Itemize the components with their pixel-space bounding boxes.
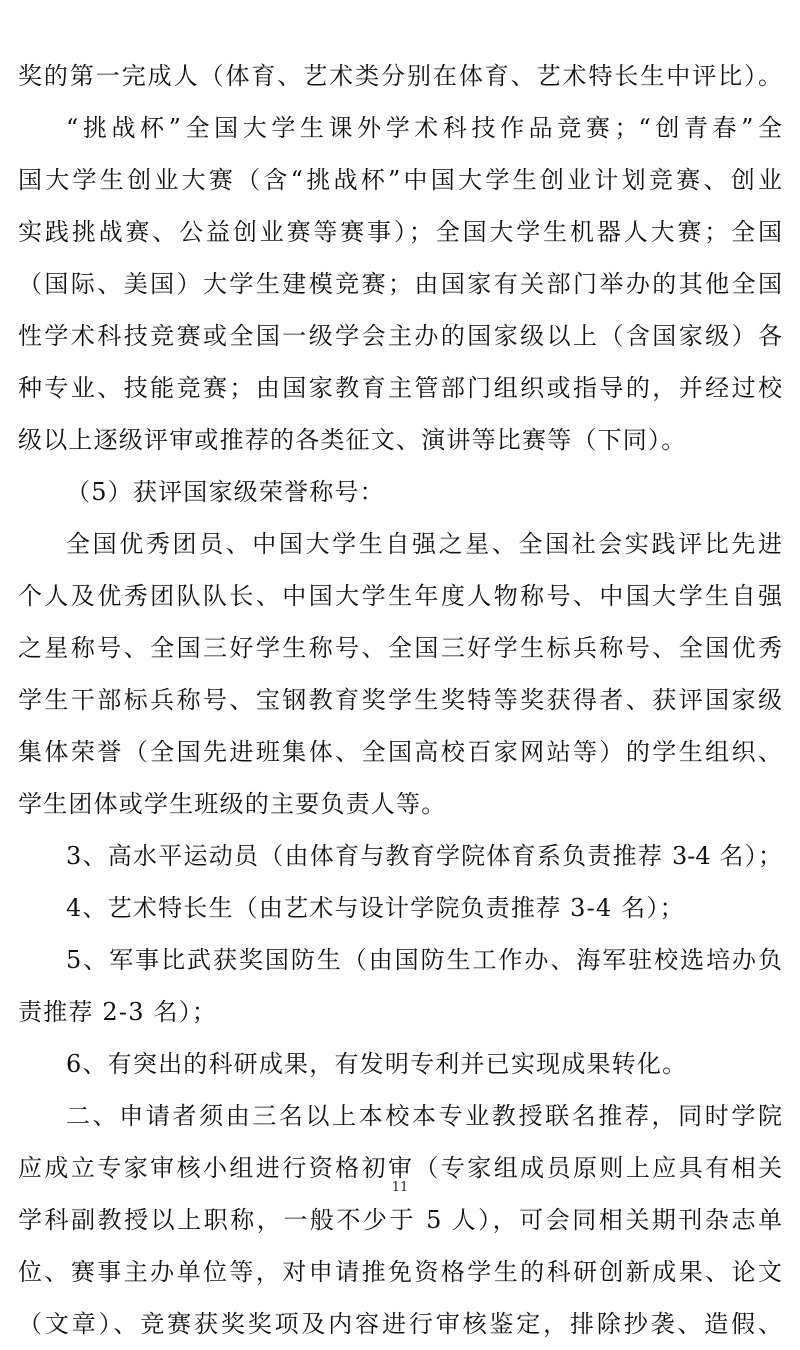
text-line: 之星称号、全国三好学生称号、全国三好学生标兵称号、全国优秀 bbox=[18, 634, 782, 662]
text-line: （文章）、竞赛获奖奖项及内容进行审核鉴定，排除抄袭、造假、 bbox=[18, 1310, 782, 1338]
text-line: 学生团体或学生班级的主要负责人等。 bbox=[18, 790, 447, 818]
text-line: 学生干部标兵称号、宝钢教育奖学生奖特等奖获得者、获评国家级 bbox=[18, 686, 782, 714]
text-line: 学科副教授以上职称，一般不少于 5 人），可会同相关期刊杂志单 bbox=[18, 1206, 782, 1234]
text-line: 应成立专家审核小组进行资格初审（专家组成员原则上应具有相关 bbox=[18, 1154, 782, 1182]
text-line: 3、高水平运动员（由体育与教育学院体育系负责推荐 3-4 名）； bbox=[66, 842, 782, 870]
text-line: 5、军事比武获奖国防生（由国防生工作办、海军驻校选培办负 bbox=[66, 946, 782, 974]
text-line: 集体荣誉（全国先进班集体、全国高校百家网站等）的学生组织、 bbox=[18, 738, 782, 766]
page-number: 11 bbox=[391, 1180, 409, 1195]
text-line: 国大学生创业大赛（含“挑战杯”中国大学生创业计划竞赛、创业 bbox=[18, 166, 782, 194]
text-line: （国际、美国）大学生建模竞赛；由国家有关部门举办的其他全国 bbox=[18, 270, 782, 298]
text-line: 全国优秀团员、中国大学生自强之星、全国社会实践评比先进 bbox=[66, 530, 782, 558]
text-line: 二、申请者须由三名以上本校本专业教授联名推荐，同时学院 bbox=[66, 1102, 782, 1130]
text-line: 责推荐 2-3 名）； bbox=[18, 998, 218, 1026]
text-line: 奖的第一完成人（体育、艺术类分别在体育、艺术特长生中评比）。 bbox=[18, 62, 782, 90]
text-line: “挑战杯”全国大学生课外学术科技作品竞赛；“创青春”全 bbox=[66, 114, 782, 142]
text-line: 6、有突出的科研成果，有发明专利并已实现成果转化。 bbox=[66, 1050, 688, 1078]
text-line: 个人及优秀团队队长、中国大学生年度人物称号、中国大学生自强 bbox=[18, 582, 782, 610]
text-line: 种专业、技能竞赛；由国家教育主管部门组织或指导的，并经过校 bbox=[18, 374, 782, 402]
text-line: 实践挑战赛、公益创业赛等赛事）；全国大学生机器人大赛；全国 bbox=[18, 218, 782, 246]
text-line: 位、赛事主办单位等，对申请推免资格学生的科研创新成果、论文 bbox=[18, 1258, 782, 1286]
text-line: （5）获评国家级荣誉称号： bbox=[66, 478, 385, 506]
text-line: 级以上逐级评审或推荐的各类征文、演讲等比赛等（下同）。 bbox=[18, 426, 687, 454]
text-line: 4、艺术特长生（由艺术与设计学院负责推荐 3-4 名）； bbox=[66, 894, 685, 922]
text-line: 性学术科技竞赛或全国一级学会主办的国家级以上（含国家级）各 bbox=[18, 322, 782, 350]
document-body bbox=[18, 50, 782, 1350]
